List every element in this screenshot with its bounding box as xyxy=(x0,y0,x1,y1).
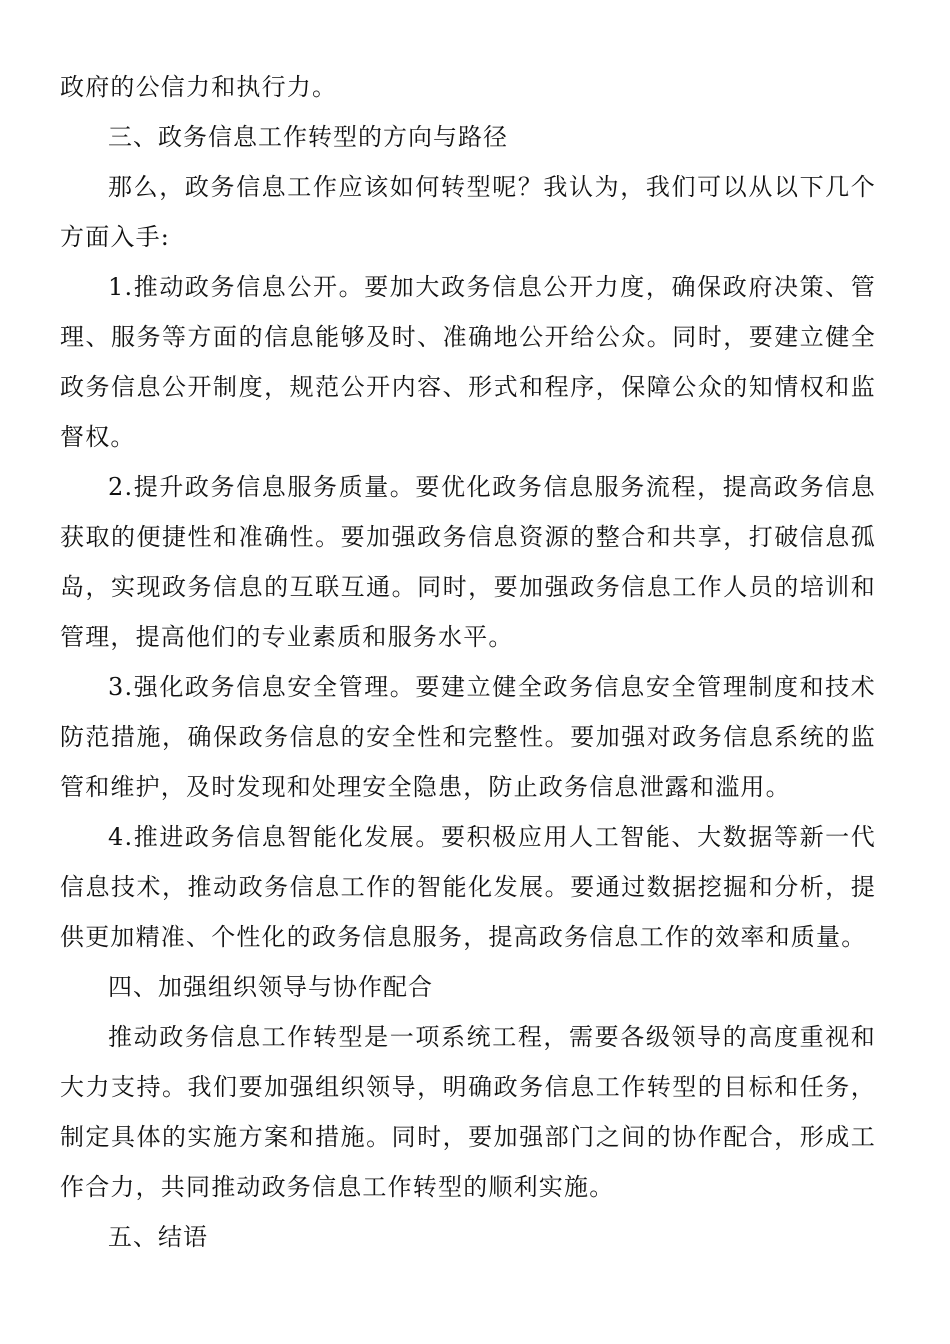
continuation-paragraph: 政府的公信力和执行力。 xyxy=(60,73,338,101)
item-paragraph-1: 1.推动政务信息公开。要加大政务信息公开力度，确保政府决策、管理、服务等方面的信息能够及时、准确地公开给公众。同时，要建立健全政务信息公开制度，规范公开内容、形式和程序，保障公众的知情权和监督权。 xyxy=(60,273,876,451)
item-paragraph-4: 4.推进政务信息智能化发展。要积极应用人工智能、大数据等新一代信息技术，推动政务信息工作的智能化发展。要通过数据挖掘和分析，提供更加精准、个性化的政务信息服务，提高政务信息工作的效率和质量。 xyxy=(60,823,876,951)
section-4-paragraph: 推动政务信息工作转型是一项系统工程，需要各级领导的高度重视和大力支持。我们要加强组织领导，明确政务信息工作转型的目标和任务，制定具体的实施方案和措施。同时，要加强部门之间的协作配合，形成工作合力，共同推动政务信息工作转型的顺利实施。 xyxy=(60,1023,876,1201)
item-paragraph-2: 2.提升政务信息服务质量。要优化政务信息服务流程，提高政务信息获取的便捷性和准确性。要加强政务信息资源的整合和共享，打破信息孤岛，实现政务信息的互联互通。同时，要加强政务信息工作人员的培训和管理，提高他们的专业素质和服务水平。 xyxy=(60,473,876,651)
intro-paragraph: 那么，政务信息工作应该如何转型呢？我认为，我们可以从以下几个方面入手: xyxy=(60,173,876,251)
section-heading-5: 五、结语 xyxy=(108,1223,208,1251)
document-body xyxy=(60,62,876,1262)
item-paragraph-3: 3.强化政务信息安全管理。要建立健全政务信息安全管理制度和技术防范措施，确保政务信息的安全性和完整性。要加强对政务信息系统的监管和维护，及时发现和处理安全隐患，防止政务信息泄露和滥用。 xyxy=(60,673,876,801)
section-heading-4: 四、加强组织领导与协作配合 xyxy=(108,973,433,1001)
section-heading-3: 三、政务信息工作转型的方向与路径 xyxy=(108,123,508,151)
